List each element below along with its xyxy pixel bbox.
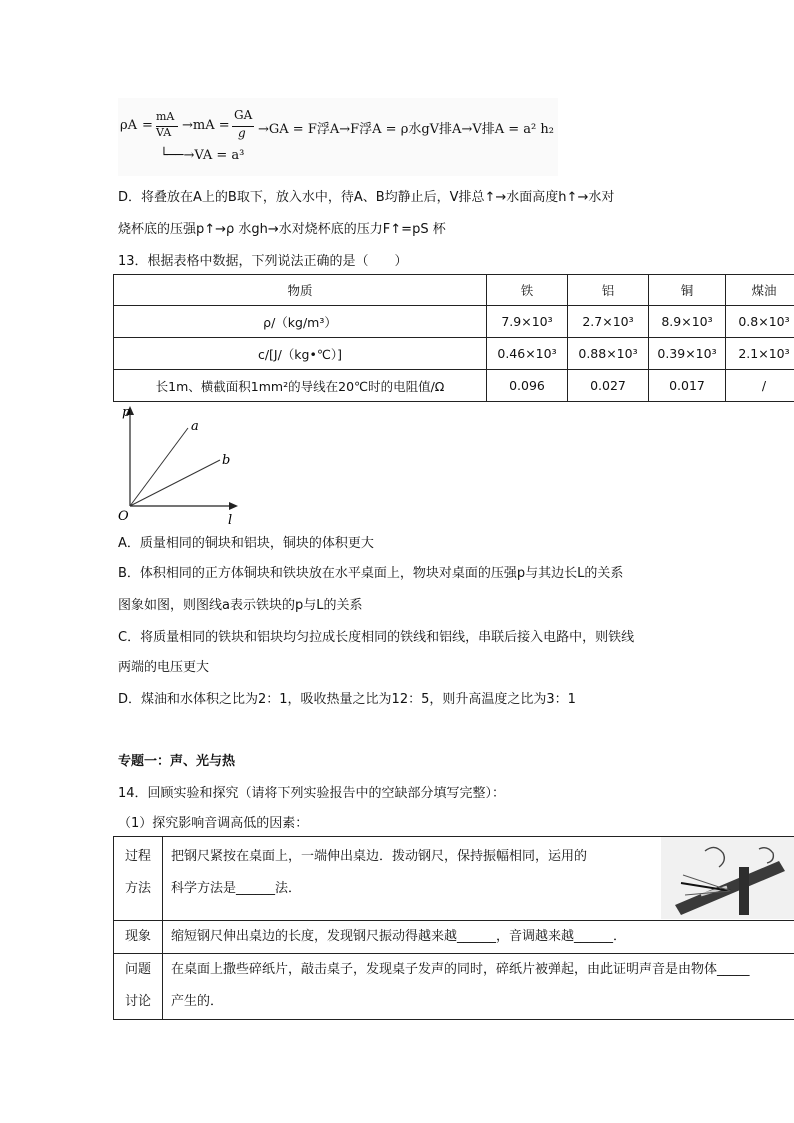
table-cell: 0.096 — [487, 370, 568, 402]
row-label: 现象 — [124, 929, 151, 944]
formula-ma: mA — [156, 110, 175, 123]
q13-option-c-line2: 两端的电压更大 — [118, 660, 210, 675]
y-axis-label: p — [122, 405, 131, 420]
row-text: 把钢尺紧按在桌面上，一端伸出桌边．拨动钢尺，保持振幅相同，运用的 — [171, 849, 588, 864]
q12-option-d-line2: 烧杯底的压强p↑→ρ 水gh→水对烧杯底的压力F↑=pS 杯 — [118, 222, 446, 237]
q12-option-d-line1: D．将叠放在A上的B取下，放入水中，待A、B均静止后，V排总↑→水面高度h↑→水对 — [118, 190, 615, 205]
q14-report-table — [113, 836, 794, 1020]
q13-data-table — [113, 274, 794, 402]
table-cell: 0.027 — [568, 370, 649, 402]
row-label-cell — [114, 837, 163, 921]
q13-stem: 13．根据表格中数据，下列说法正确的是（ ） — [118, 254, 408, 269]
row-text: 科学方法是______法． — [171, 881, 302, 896]
q14-stem: 14．回顾实验和探究（请将下列实验报告中的空缺部分填写完整）： — [118, 786, 506, 801]
row-label: 问题 — [124, 962, 151, 977]
line-a — [130, 428, 188, 506]
x-axis-label: l — [228, 513, 233, 526]
p-l-graph — [116, 402, 246, 526]
row-text-cell — [163, 954, 794, 1020]
line-a-label: a — [191, 419, 199, 434]
row-text: 在桌面上撒些碎纸片，敲击桌子，发现桌子发声的同时，碎纸片被弹起，由此证明声音是由物体_____ — [171, 962, 750, 977]
line-b — [130, 460, 220, 506]
row-label-cell — [114, 954, 163, 1020]
row-label: 过程 — [124, 849, 151, 864]
q13-option-c-line1: C．将质量相同的铁块和铝块均匀拉成长度相同的铁线和铝线，串联后接入电路中，则铁线 — [118, 630, 635, 645]
table-cell: 0.46×10³ — [487, 338, 568, 370]
table-cell: 0.8×10³ — [726, 306, 794, 338]
formula-image — [118, 98, 558, 176]
origin-label: O — [118, 509, 129, 524]
q14-sub1: （1）探究影响音调高低的因素： — [118, 816, 309, 831]
table-cell: 0.39×10³ — [649, 338, 726, 370]
formula-rho-a: ρA — [120, 118, 138, 133]
header-cell: 物质 — [114, 275, 487, 306]
table-row — [114, 338, 794, 370]
table-row — [114, 306, 794, 338]
header-cell: 煤油 — [726, 275, 794, 306]
row-label: c/[J/（kg•℃）] — [114, 338, 487, 370]
q13-option-d: D．煤油和水体积之比为2：1，吸收热量之比为12：5，则升高温度之比为3：1 — [118, 692, 576, 707]
table-cell: 0.017 — [649, 370, 726, 402]
header-cell: 铜 — [649, 275, 726, 306]
q13-option-b-line1: B．体积相同的正方体铜块和铁块放在水平桌面上，物块对桌面的压强p与其边长L的关系 — [118, 566, 624, 581]
x-axis-arrow-icon — [229, 502, 238, 510]
formula-ga: GA — [234, 108, 253, 122]
row-label: ρ/（kg/m³） — [114, 306, 487, 338]
q13-option-a: A．质量相同的铜块和铝块，铜块的体积更大 — [118, 536, 374, 551]
row-text: 缩短钢尺伸出桌边的长度，发现钢尺振动得越来越______，音调越来越______． — [171, 929, 627, 944]
formula-va-line: └──→VA = a³ — [160, 148, 245, 163]
row-text-cell — [163, 921, 794, 954]
formula-g: g — [238, 126, 246, 140]
ruler-experiment-image — [661, 837, 794, 919]
formula-va: VA — [156, 126, 172, 139]
table-cell: 7.9×10³ — [487, 306, 568, 338]
table-row — [114, 921, 794, 954]
row-label: 方法 — [124, 881, 151, 896]
table-cell: 8.9×10³ — [649, 306, 726, 338]
header-cell: 铝 — [568, 275, 649, 306]
formula-chain: →GA = F浮A→F浮A = ρ水gV排A→V排A = a² h₂ — [258, 122, 554, 137]
q13-option-b-line2: 图象如图，则图线a表示铁块的p与L的关系 — [118, 598, 363, 613]
header-cell: 铁 — [487, 275, 568, 306]
table-cell: 0.88×10³ — [568, 338, 649, 370]
table-header-row — [114, 275, 794, 306]
row-label: 长1m、横截面积1mm²的导线在20℃时的电阻值/Ω — [114, 370, 487, 402]
topic-heading: 专题一：声、光与热 — [118, 754, 236, 769]
formula-arrow1: →mA = — [182, 118, 230, 133]
table-cell: 2.1×10³ — [726, 338, 794, 370]
table-cell: 2.7×10³ — [568, 306, 649, 338]
row-text: 产生的． — [171, 994, 224, 1009]
table-cell: / — [726, 370, 794, 402]
table-row — [114, 837, 794, 921]
table-row — [114, 370, 794, 402]
row-label: 讨论 — [124, 994, 151, 1009]
table-row — [114, 954, 794, 1020]
row-label-cell — [114, 921, 163, 954]
line-b-label: b — [222, 453, 231, 468]
row-text-cell — [163, 837, 794, 921]
formula-eq: = — [142, 118, 153, 133]
